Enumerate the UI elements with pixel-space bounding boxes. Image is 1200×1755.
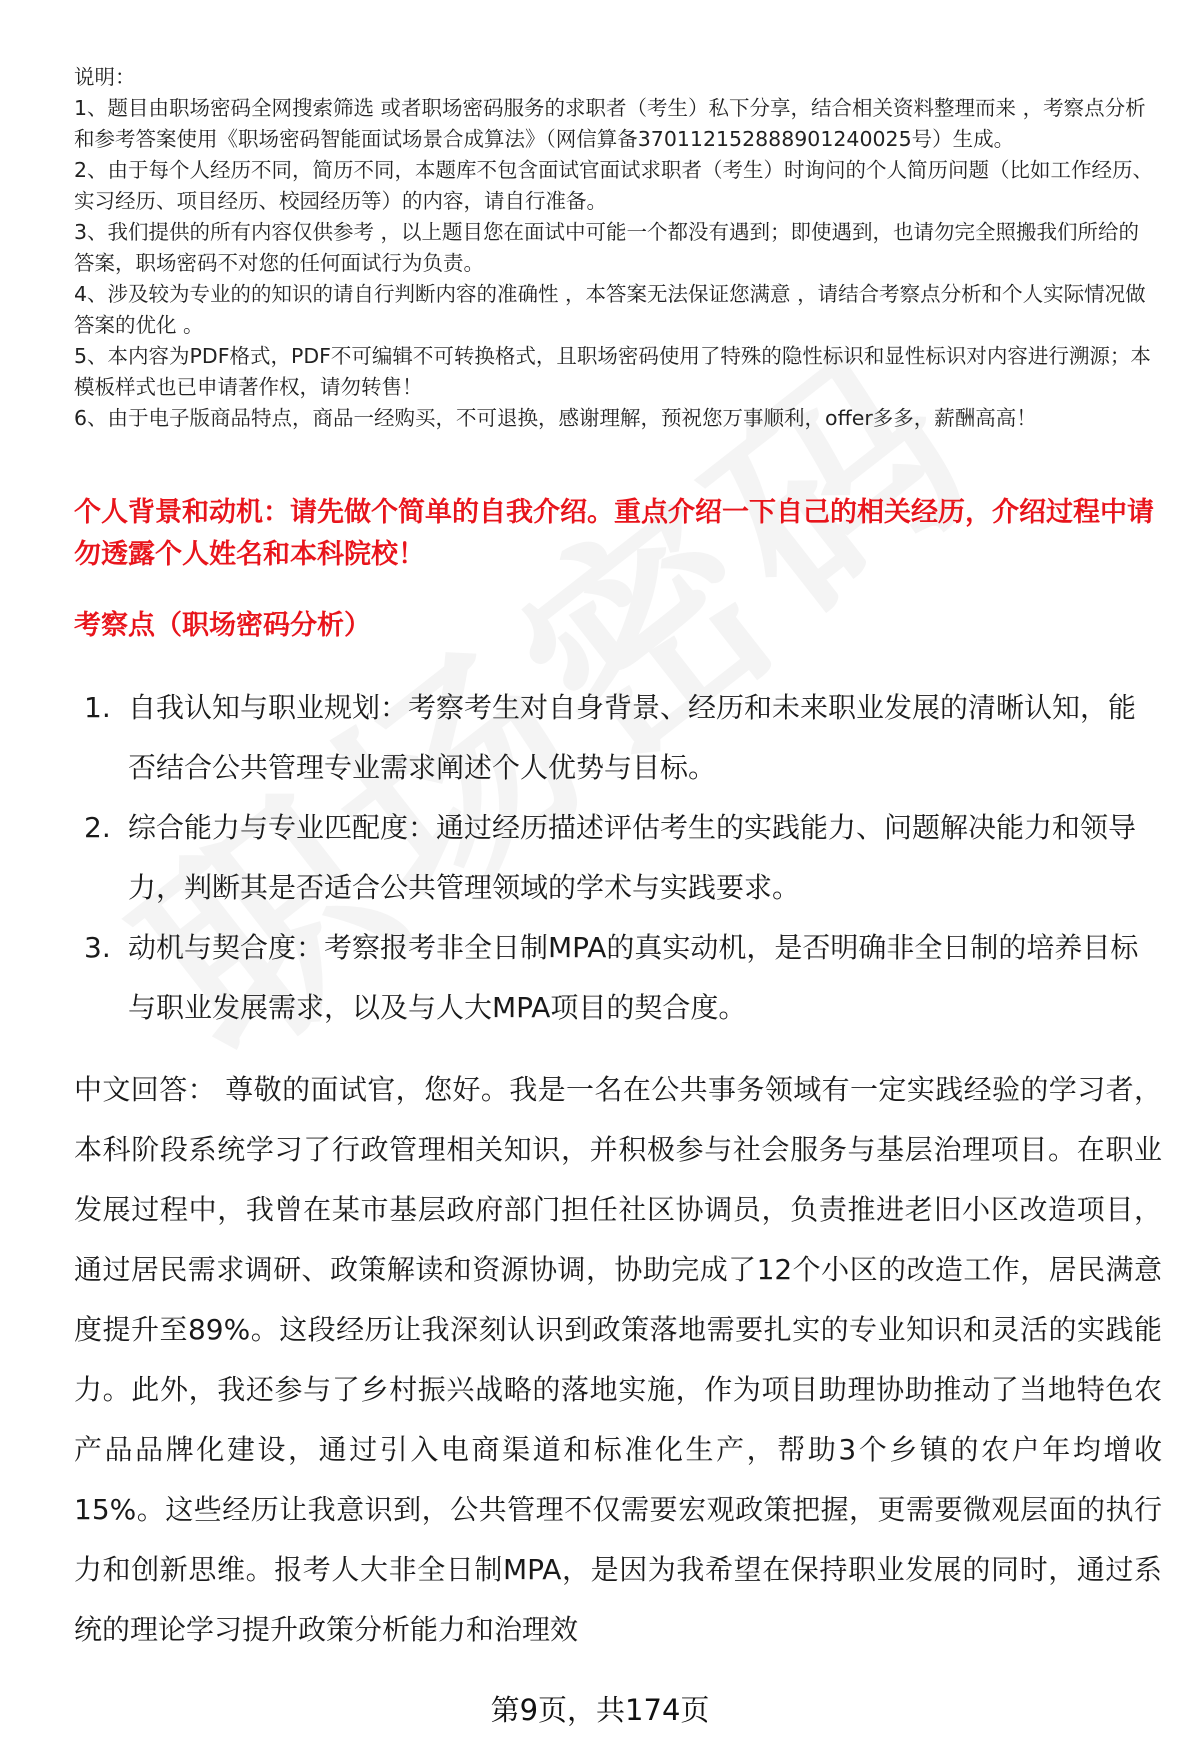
point-number: 1.: [84, 691, 111, 724]
analysis-heading: 考察点（职场密码分析）: [74, 610, 371, 641]
disclaimer-notes: [74, 62, 1154, 434]
point-text: 自我认知与职业规划：考察考生对自身背景、经历和未来职业发展的清晰认知，能否结合公共管理专业需求阐述个人优势与目标。: [128, 691, 1137, 784]
note-item: 4、涉及较为专业的的知识的请自行判断内容的准确性 ，本答案无法保证您满意 ，请结合考察点分析和个人实际情况做答案的优化 。: [74, 282, 1146, 337]
point-number: 2.: [84, 811, 111, 844]
analysis-point: [74, 678, 1154, 798]
note-item: 2、由于每个人经历不同，简历不同，本题库不包含面试官面试求职者（考生）时询问的个人简历问题（比如工作经历、实习经历、项目经历、校园经历等）的内容，请自行准备。: [74, 158, 1154, 213]
point-number: 3.: [84, 931, 111, 964]
answer-text: 中文回答： 尊敬的面试官，您好。我是一名在公共事务领域有一定实践经验的学习者，本科阶段系统学习了行政管理相关知识，并积极参与社会服务与基层治理项目。在职业发展过程中，我曾在某市基层政府部门担任社区协调员，负责推进老旧小区改造项目，通过居民需求调研、政策解读和资源协调，协助完成了12个小区的改造工作，居民满意度提升至89%。这段经历让我深刻认识到政策落地需要扎实的专业知识和灵活的实践能力。此外，我还参与了乡村振兴战略的落地实施，作为项目助理协助推动了当地特色农产品品牌化建设，通过引入电商渠道和标准化生产，帮助3个乡镇的农户年均增收15%。这些经历让我意识到，公共管理不仅需要宏观政策把握，更需要微观层面的执行力和创新思维。报考人大非全日制MPA，是因为我希望在保持职业发展的同时，通过系统的理论学习提升政策分析能力和治理效: [74, 1073, 1162, 1646]
point-text: 综合能力与专业匹配度：通过经历描述评估考生的实践能力、问题解决能力和领导力，判断其是否适合公共管理领域的学术与实践要求。: [128, 811, 1137, 904]
point-text: 动机与契合度：考察报考非全日制MPA的真实动机，是否明确非全日制的培养目标与职业发展需求，以及与人大MPA项目的契合度。: [128, 931, 1139, 1024]
page-number: 第9页，共174页: [490, 1693, 710, 1727]
note-item: 6、由于电子版商品特点，商品一经购买，不可退换，感谢理解，预祝您万事顺利，offer多多，薪酬高高！: [74, 406, 1037, 430]
note-item: 5、本内容为PDF格式，PDF不可编辑不可转换格式，且职场密码使用了特殊的隐性标识和显性标识对内容进行溯源；本模板样式也已申请著作权，请勿转售！: [74, 344, 1151, 399]
note-item: 1、题目由职场密码全网搜索筛选 或者职场密码服务的求职者（考生）私下分享，结合相关资料整理而来 ，考察点分析和参考答案使用《职场密码智能面试场景合成算法》（网信算备370112152888901240025号）生成。: [74, 96, 1146, 151]
question-title: 个人背景和动机：请先做个简单的自我介绍。重点介绍一下自己的相关经历，介绍过程中请勿透露个人姓名和本科院校！: [74, 497, 1154, 570]
analysis-point: [74, 798, 1154, 918]
answer-section: [74, 1060, 1162, 1660]
note-item: 3、我们提供的所有内容仅供参考 ，以上题目您在面试中可能一个都没有遇到；即使遇到，也请勿完全照搬我们所给的答案，职场密码不对您的任何面试行为负责。: [74, 220, 1140, 275]
notes-heading: 说明：: [74, 65, 136, 89]
analysis-points: [74, 678, 1154, 1038]
analysis-point: [74, 918, 1154, 1038]
